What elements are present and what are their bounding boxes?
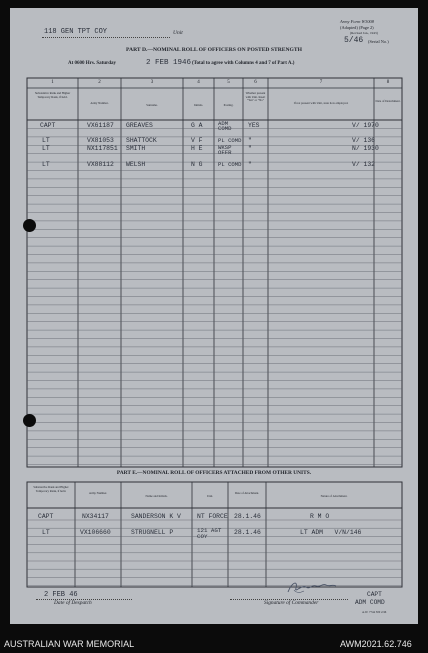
col-header-name: Name and Initials. — [145, 494, 168, 498]
unit-label: Unit — [173, 30, 183, 36]
commander-signature-icon — [284, 578, 340, 598]
attachment-date-cell: 28.1.46 — [234, 529, 261, 536]
col-header-surname: Surname. — [146, 103, 158, 107]
army-number-cell: VX81053 — [87, 137, 114, 144]
col-number-4: 4 — [197, 80, 200, 85]
col-number-5: 5 — [227, 80, 230, 85]
rank-cell: CAPT — [40, 122, 56, 129]
despatch-date-label: Date of Despatch — [54, 600, 92, 606]
revised-label: (Revised Jan., 1943) — [350, 31, 378, 35]
form-page — [10, 8, 418, 624]
rank-cell: LT — [42, 529, 50, 536]
attachment-nature-cell: R M O — [310, 513, 330, 520]
attachment-nature-cell: LT ADM V/N/146 — [300, 529, 362, 536]
col-header-unit: Unit. — [206, 494, 214, 498]
unit-cell: NT FORCE — [197, 513, 228, 520]
binder-hole — [23, 414, 36, 427]
serial-label: (Serial No.) — [368, 39, 389, 44]
part-d-date: 2 FEB 1946 — [146, 59, 192, 67]
surname-cell: SHATTOCK — [126, 137, 157, 144]
present-cell: YES — [248, 122, 260, 129]
present-cell: " — [248, 137, 252, 144]
col-number-7: 7 — [319, 80, 323, 85]
detachment-cell: V/ 132 — [352, 161, 376, 168]
part-d-title: PART D.—NOMINAL ROLL OF OFFICERS ON POSTED STRENGTH — [126, 47, 302, 53]
detachment-cell: V/ 1970 — [352, 122, 379, 129]
detachment-cell: V/ 136 — [352, 137, 376, 144]
col-header-employment: If not present with Unit, state how employed. — [293, 101, 349, 105]
col-number-1: 1 — [51, 80, 54, 85]
present-cell: " — [248, 145, 252, 152]
col-header-army-number: Army Number. — [88, 491, 108, 495]
unit-cell: 121 AGT COY — [197, 527, 222, 540]
col-number-8: 8 — [386, 80, 390, 85]
rank-cell: LT — [42, 137, 50, 144]
army-form-label: Army Form W3008 — [340, 19, 374, 24]
name-cell: SANDERSON K V — [131, 513, 181, 520]
name-cell: STRUGNELL P — [131, 529, 174, 536]
serial-value: 5/46 — [344, 36, 364, 45]
col-header-initials: Initials. — [193, 103, 204, 107]
signature-label: Signature of Commander — [264, 600, 319, 606]
army-number-cell: VX88112 — [87, 161, 114, 168]
detachment-cell: N/ 1930 — [352, 145, 379, 152]
army-number-cell: VX61187 — [87, 122, 114, 129]
initials-cell: H E — [191, 145, 203, 152]
posting-cell: WKSP OFFR — [218, 144, 232, 157]
initials-cell: G A — [191, 122, 203, 129]
despatch-date-value: 2 FEB 46 — [44, 591, 78, 599]
army-number-cell: NX34117 — [82, 513, 109, 520]
surname-cell: SMITH — [126, 145, 146, 152]
commander-rank: CAPT — [367, 591, 382, 598]
posting-cell: ADM COMD — [218, 120, 232, 133]
col-number-2: 2 — [98, 80, 101, 85]
col-header-attachment-date: Date of Attachment. — [234, 491, 260, 495]
print-note: A.W. 7744 500 2/46 — [362, 610, 387, 614]
commander-role: ADM COMD — [355, 599, 385, 606]
caption-left: AUSTRALIAN WAR MEMORIAL — [4, 639, 135, 649]
col-number-3: 3 — [150, 80, 154, 85]
posting-cell: PL COMD — [218, 137, 242, 144]
col-header-army-number: Army Number. — [90, 101, 109, 105]
rank-cell: LT — [42, 161, 50, 168]
present-cell: " — [248, 161, 252, 168]
unit-value: 118 GEN TPT COY — [44, 28, 108, 36]
col-header-rank: Substantive Rank and Higher Temporary Rank, if held. — [33, 485, 69, 493]
col-header-attachment-nature: Nature of Attachment. — [320, 494, 348, 498]
caption-right: AWM2021.62.746 — [340, 639, 412, 649]
col-header-present: Whether present with Unit. Insert "Yes" or "No" — [245, 91, 266, 103]
part-e-title: PART E.—NOMINAL ROLL OF OFFICERS ATTACHED FROM OTHER UNITS. — [116, 470, 312, 476]
surname-cell: WELSH — [126, 161, 146, 168]
col-number-6: 6 — [254, 80, 257, 85]
col-header-rank: Substantive Rank and Higher Temporary Rank, if held. — [34, 91, 71, 99]
army-number-cell: VX106660 — [80, 529, 111, 536]
col-header-posting: Posting. — [223, 103, 234, 107]
part-d-at-suffix: (Total to agree with Columns 4 and 7 of Part A.) — [192, 61, 295, 66]
rank-cell: LT — [42, 145, 50, 152]
adapted-label: (Adapted) (Page 2) — [340, 25, 374, 30]
part-d-at-prefix: At 0600 Hrs. Saturday — [68, 61, 117, 66]
posting-cell: PL COMD — [218, 161, 242, 168]
initials-cell: V F — [191, 137, 203, 144]
attachment-date-cell: 28.1.46 — [234, 513, 261, 520]
rank-cell: CAPT — [38, 513, 54, 520]
initials-cell: N G — [191, 161, 203, 168]
surname-cell: GREAVES — [126, 122, 153, 129]
binder-hole — [23, 219, 36, 232]
army-number-cell: NX117851 — [87, 145, 118, 152]
col-header-detachment: Date of Detachment. — [375, 99, 401, 103]
